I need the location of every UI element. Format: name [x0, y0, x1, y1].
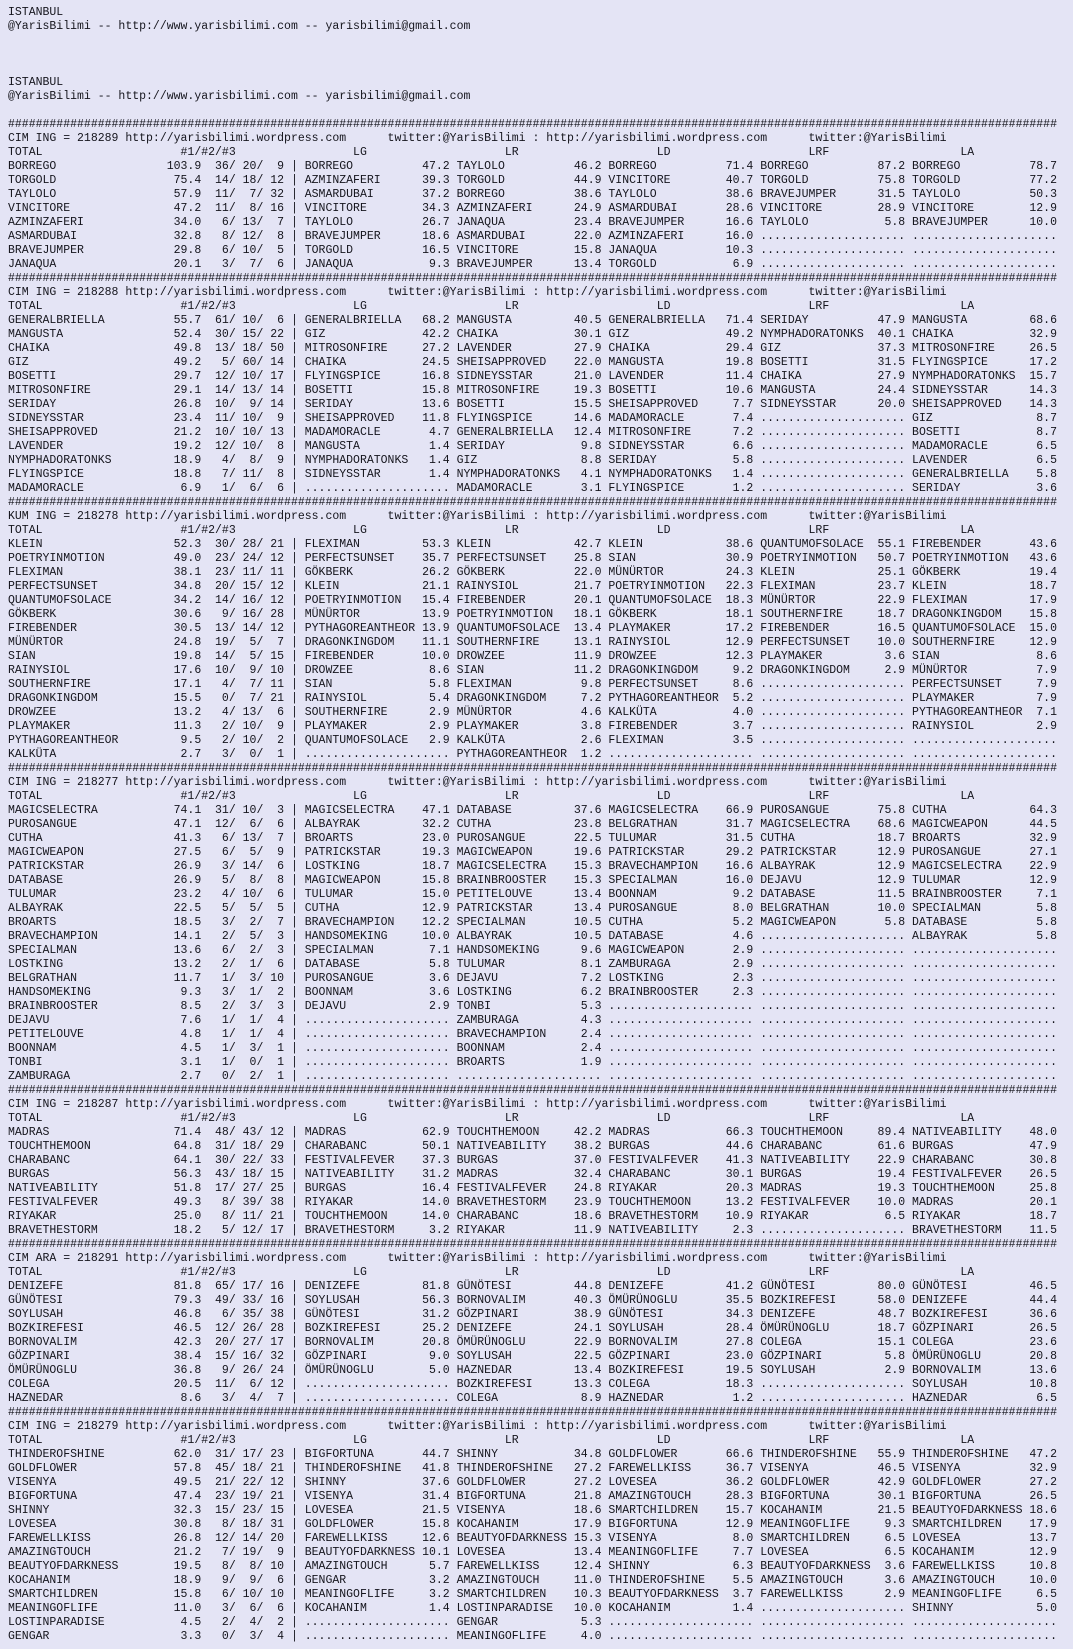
data-row: BOONNAM 4.5 1/ 3/ 1 | ..................... BOONNAM 2.4 ..................... ..................... .....................: [8, 1042, 1057, 1055]
data-row: JANAQUA 20.1 3/ 7/ 6 | JANAQUA 9.3 BRAVEJUMPER 13.4 TORGOLD 6.9 ..................... .....................: [8, 258, 1057, 271]
data-row: BOZKIREFESI 46.5 12/ 26/ 28 | BOZKIREFESI 25.2 DENIZEFE 24.1 SOYLUSAH 28.4 ÖMÜRÜNOGLU 18.7 GÖZPINARI 26.5: [8, 1322, 1057, 1335]
data-row: DATABASE 26.9 5/ 8/ 8 | MAGICWEAPON 15.8 BRAINBROOSTER 15.3 SPECIALMAN 16.0 DEJAVU 12.9 TULUMAR 12.9: [8, 874, 1057, 887]
data-row: BORNOVALIM 42.3 20/ 27/ 17 | BORNOVALIM 20.8 ÖMÜRÜNOGLU 22.9 BORNOVALIM 27.8 COLEGA 15.1 COLEGA 23.6: [8, 1336, 1057, 1349]
data-row: MAGICSELECTRA 74.1 31/ 10/ 3 | MAGICSELECTRA 47.1 DATABASE 37.6 MAGICSELECTRA 66.9 PUROSANGUE 75.8 CUTHA 64.3: [8, 804, 1057, 817]
column-header-line: TOTAL #1/#2/#3 LG LR LD LRF LA: [8, 300, 1057, 313]
data-row: ALBAYRAK 22.5 5/ 5/ 5 | CUTHA 12.9 PATRICKSTAR 13.4 PUROSANGUE 8.0 BELGRATHAN 10.0 SPECIALMAN 5.8: [8, 902, 1057, 915]
column-header-line: TOTAL #1/#2/#3 LG LR LD LRF LA: [8, 1266, 1057, 1279]
data-row: RAINYSIOL 17.6 10/ 9/ 10 | DROWZEE 8.6 SIAN 11.2 DRAGONKINGDOM 9.2 DRAGONKINGDOM 2.9 MÜNÜRTOR 7.9: [8, 664, 1057, 677]
data-row: BELGRATHAN 11.7 1/ 3/ 10 | PUROSANGUE 3.6 DEJAVU 7.2 LOSTKING 2.3 ..................... .....................: [8, 972, 1057, 985]
data-row: SPECIALMAN 13.6 6/ 2/ 3 | SPECIALMAN 7.1 HANDSOMEKING 9.6 MAGICWEAPON 2.9 ..................... .....................: [8, 944, 1057, 957]
data-row: MANGUSTA 52.4 30/ 15/ 22 | GIZ 42.2 CHAIKA 30.1 GIZ 49.2 NYMPHADORATONKS 40.1 CHAIKA 32.9: [8, 328, 1057, 341]
data-row: PETITELOUVE 4.8 1/ 1/ 4 | ..................... BRAVECHAMPION 2.4 ..................... ..................... .....................: [8, 1028, 1057, 1041]
data-row: PYTHAGOREANTHEOR 9.5 2/ 10/ 2 | QUANTUMOFSOLACE 2.9 KALKÜTA 2.6 FLEXIMAN 3.5 ..................... .....................: [8, 734, 1057, 747]
data-row: ÖMÜRÜNOGLU 36.8 9/ 26/ 24 | ÖMÜRÜNOGLU 5.0 HAZNEDAR 13.4 BOZKIREFESI 19.5 SOYLUSAH 2.9 BORNOVALIM 13.6: [8, 1364, 1057, 1377]
section-title: KUM ING = 218278 http://yarisbilimi.wordpress.com twitter:@YarisBilimi : http://yarisbilimi.wordpress.com twitter:@YarisBilimi: [8, 510, 947, 523]
data-row: GÜNÖTESI 79.3 49/ 33/ 16 | SOYLUSAH 56.3 BORNOVALIM 40.3 ÖMÜRÜNOGLU 35.5 BOZKIREFESI 58.0 DENIZEFE 44.4: [8, 1294, 1057, 1307]
data-row: BORREGO 103.9 36/ 20/ 9 | BORREGO 47.2 TAYLOLO 46.2 BORREGO 71.4 BORREGO 87.2 BORREGO 78.7: [8, 160, 1057, 173]
column-header-line: TOTAL #1/#2/#3 LG LR LD LRF LA: [8, 790, 1057, 803]
data-row: MÜNÜRTOR 24.8 19/ 5/ 7 | DRAGONKINGDOM 11.1 SOUTHERNFIRE 13.1 RAINYSIOL 12.9 PERFECTSUNSET 10.0 SOUTHERNFIRE 12.9: [8, 636, 1057, 649]
data-row: COLEGA 20.5 11/ 6/ 12 | ..................... BOZKIREFESI 13.3 COLEGA 18.3 ..................... SOYLUSAH 10.8: [8, 1378, 1057, 1391]
data-row: CUTHA 41.3 6/ 13/ 7 | BROARTS 23.0 PUROSANGUE 22.5 TULUMAR 31.5 CUTHA 18.7 BROARTS 32.9: [8, 832, 1057, 845]
separator-line: ########################################################################################################################################################: [8, 762, 1057, 775]
data-row: GENERALBRIELLA 55.7 61/ 10/ 6 | GENERALBRIELLA 68.2 MANGUSTA 40.5 GENERALBRIELLA 71.4 SERIDAY 47.9 MANGUSTA 68.6: [8, 314, 1057, 327]
data-row: FLYINGSPICE 18.8 7/ 11/ 8 | SIDNEYSSTAR 1.4 NYMPHADORATONKS 4.1 NYMPHADORATONKS 1.4 ..................... GENERALBRIELLA 5.8: [8, 468, 1057, 481]
data-row: SOUTHERNFIRE 17.1 4/ 7/ 11 | SIAN 5.8 FLEXIMAN 9.8 PERFECTSUNSET 8.6 ..................... PERFECTSUNSET 7.9: [8, 678, 1057, 691]
data-row: NYMPHADORATONKS 18.9 4/ 8/ 9 | NYMPHADORATONKS 1.4 GIZ 8.8 SERIDAY 5.8 ..................... LAVENDER 6.5: [8, 454, 1057, 467]
data-row: FESTIVALFEVER 49.3 8/ 39/ 38 | RIYAKAR 14.0 BRAVETHESTORM 23.9 TOUCHTHEMOON 13.2 FESTIVALFEVER 10.0 MADRAS 20.1: [8, 1196, 1057, 1209]
data-row: SHINNY 32.3 15/ 23/ 15 | LOVESEA 21.5 VISENYA 18.6 SMARTCHILDREN 15.7 KOCAHANIM 21.5 BEAUTYOFDARKNESS 18.6: [8, 1504, 1057, 1517]
data-row: KALKÜTA 2.7 3/ 0/ 1 | ..................... PYTHAGOREANTHEOR 1.2 ..................... ..................... .....................: [8, 748, 1057, 761]
data-row: MEANINGOFLIFE 11.0 3/ 6/ 6 | KOCAHANIM 1.4 LOSTINPARADISE 10.0 KOCAHANIM 1.4 ..................... SHINNY 5.0: [8, 1602, 1057, 1615]
blank-line: [8, 48, 1073, 62]
data-row: BIGFORTUNA 47.4 23/ 19/ 21 | VISENYA 31.4 BIGFORTUNA 21.8 AMAZINGTOUCH 28.3 BIGFORTUNA 30.1 BIGFORTUNA 26.5: [8, 1490, 1057, 1503]
data-row: GENGAR 3.3 0/ 3/ 4 | ..................... MEANINGOFLIFE 4.0 ..................... ..................... .....................: [8, 1630, 1057, 1643]
data-row: TONBI 3.1 1/ 0/ 1 | ..................... BROARTS 1.9 ..................... ..................... .....................: [8, 1056, 1057, 1069]
separator-line: ########################################################################################################################################################: [8, 1238, 1057, 1251]
data-row: GOLDFLOWER 57.8 45/ 18/ 21 | THINDEROFSHINE 41.8 THINDEROFSHINE 27.2 FAREWELLKISS 36.7 VISENYA 46.5 VISENYA 32.9: [8, 1462, 1057, 1475]
data-row: NATIVEABILITY 51.8 17/ 27/ 25 | BURGAS 16.4 FESTIVALFEVER 24.8 RIYAKAR 20.3 MADRAS 19.3 TOUCHTHEMOON 25.8: [8, 1182, 1057, 1195]
data-row: VINCITORE 47.2 11/ 8/ 16 | VINCITORE 34.3 AZMINZAFERI 24.9 ASMARDUBAI 28.6 VINCITORE 28.9 VINCITORE 12.9: [8, 202, 1057, 215]
data-row: TULUMAR 23.2 4/ 10/ 6 | TULUMAR 15.0 PETITELOUVE 13.4 BOONNAM 9.2 DATABASE 11.5 BRAINBROOSTER 7.1: [8, 888, 1057, 901]
data-row: FAREWELLKISS 26.8 12/ 14/ 20 | FAREWELLKISS 12.6 BEAUTYOFDARKNESS 15.3 VISENYA 8.0 SMARTCHILDREN 6.5 LOVESEA 13.7: [8, 1532, 1057, 1545]
data-row: BROARTS 18.5 3/ 2/ 7 | BRAVECHAMPION 12.2 SPECIALMAN 10.5 CUTHA 5.2 MAGICWEAPON 5.8 DATABASE 5.8: [8, 916, 1057, 929]
data-row: GÖKBERK 30.6 9/ 16/ 28 | MÜNÜRTOR 13.9 POETRYINMOTION 18.1 GÖKBERK 18.1 SOUTHERNFIRE 18.7 DRAGONKINGDOM 15.8: [8, 608, 1057, 621]
data-row: GIZ 49.2 5/ 60/ 14 | CHAIKA 24.5 SHEISAPPROVED 22.0 MANGUSTA 19.8 BOSETTI 31.5 FLYINGSPICE 17.2: [8, 356, 1057, 369]
preamble-line: @YarisBilimi -- http://www.yarisbilimi.com -- yarisbilimi@gmail.com: [8, 20, 471, 33]
blank-line: [8, 62, 1073, 76]
data-row: DENIZEFE 81.8 65/ 17/ 16 | DENIZEFE 81.8 GÜNÖTESI 44.8 DENIZEFE 41.2 GÜNÖTESI 80.0 GÜNÖTESI 46.5: [8, 1280, 1057, 1293]
preamble-line: @YarisBilimi -- http://www.yarisbilimi.com -- yarisbilimi@gmail.com: [8, 90, 471, 103]
data-row: DRAGONKINGDOM 15.5 0/ 7/ 21 | RAINYSIOL 5.4 DRAGONKINGDOM 7.2 PYTHAGOREANTHEOR 5.2 ..................... PLAYMAKER 7.9: [8, 692, 1057, 705]
data-row: BURGAS 56.3 43/ 18/ 15 | NATIVEABILITY 31.2 MADRAS 32.4 CHARABANC 30.1 BURGAS 19.4 FESTIVALFEVER 26.5: [8, 1168, 1057, 1181]
data-row: QUANTUMOFSOLACE 34.2 14/ 16/ 12 | POETRYINMOTION 15.4 FIREBENDER 20.1 QUANTUMOFSOLACE 18.3 MÜNÜRTOR 22.9 FLEXIMAN 17.9: [8, 594, 1057, 607]
data-row: AMAZINGTOUCH 21.2 7/ 19/ 9 | BEAUTYOFDARKNESS 10.1 LOVESEA 13.4 MEANINGOFLIFE 7.7 LOVESEA 6.5 KOCAHANIM 12.9: [8, 1546, 1057, 1559]
column-header-line: TOTAL #1/#2/#3 LG LR LD LRF LA: [8, 1434, 1057, 1447]
preamble-line: ISTANBUL: [8, 6, 64, 19]
data-row: FIREBENDER 30.5 13/ 14/ 12 | PYTHAGOREANTHEOR 13.9 QUANTUMOFSOLACE 13.4 PLAYMAKER 17.2 FIREBENDER 16.5 QUANTUMOFSOLACE 15.0: [8, 622, 1057, 635]
data-row: MADAMORACLE 6.9 1/ 6/ 6 | ..................... MADAMORACLE 3.1 FLYINGSPICE 1.2 ..................... SERIDAY 3.6: [8, 482, 1057, 495]
data-row: TOUCHTHEMOON 64.8 31/ 18/ 29 | CHARABANC 50.1 NATIVEABILITY 38.2 BURGAS 44.6 CHARABANC 61.6 BURGAS 47.9: [8, 1140, 1057, 1153]
column-header-line: TOTAL #1/#2/#3 LG LR LD LRF LA: [8, 146, 1057, 159]
data-row: GÖZPINARI 38.4 15/ 16/ 32 | GÖZPINARI 9.0 SOYLUSAH 22.5 GÖZPINARI 23.0 GÖZPINARI 5.8 ÖMÜRÜNOGLU 20.8: [8, 1350, 1057, 1363]
data-row: MADRAS 71.4 48/ 43/ 12 | MADRAS 62.9 TOUCHTHEMOON 42.2 MADRAS 66.3 TOUCHTHEMOON 89.4 NATIVEABILITY 48.0: [8, 1126, 1057, 1139]
data-row: SIDNEYSSTAR 23.4 11/ 10/ 9 | SHEISAPPROVED 11.8 FLYINGSPICE 14.6 MADAMORACLE 7.4 ..................... GIZ 8.7: [8, 412, 1057, 425]
data-row: VISENYA 49.5 21/ 22/ 12 | SHINNY 37.6 GOLDFLOWER 27.2 LOVESEA 36.2 GOLDFLOWER 42.9 GOLDFLOWER 27.2: [8, 1476, 1057, 1489]
data-row: ASMARDUBAI 32.8 8/ 12/ 8 | BRAVEJUMPER 18.6 ASMARDUBAI 22.0 AZMINZAFERI 16.0 ..................... .....................: [8, 230, 1057, 243]
section-title: CIM ING = 218289 http://yarisbilimi.wordpress.com twitter:@YarisBilimi : http://yarisbilimi.wordpress.com twitter:@YarisBilimi: [8, 132, 947, 145]
data-row: PERFECTSUNSET 34.8 20/ 15/ 12 | KLEIN 21.1 RAINYSIOL 21.7 POETRYINMOTION 22.3 FLEXIMAN 23.7 KLEIN 18.7: [8, 580, 1057, 593]
data-row: LOVESEA 30.8 8/ 18/ 31 | GOLDFLOWER 15.8 KOCAHANIM 17.9 BIGFORTUNA 12.9 MEANINGOFLIFE 9.3 SMARTCHILDREN 17.9: [8, 1518, 1057, 1531]
separator-line: ########################################################################################################################################################: [8, 118, 1057, 131]
data-row: SOYLUSAH 46.8 6/ 35/ 38 | GÜNÖTESI 31.2 GÖZPINARI 38.9 GÜNÖTESI 34.3 DENIZEFE 48.7 BOZKIREFESI 36.6: [8, 1308, 1057, 1321]
data-row: MITROSONFIRE 29.1 14/ 13/ 14 | BOSETTI 15.8 MITROSONFIRE 19.3 BOSETTI 10.6 MANGUSTA 24.4 SIDNEYSSTAR 14.3: [8, 384, 1057, 397]
data-row: BEAUTYOFDARKNESS 19.5 8/ 8/ 10 | AMAZINGTOUCH 5.7 FAREWELLKISS 12.4 SHINNY 6.3 BEAUTYOFDARKNESS 3.6 FAREWELLKISS 10.8: [8, 1560, 1057, 1573]
data-row: KOCAHANIM 18.9 9/ 9/ 6 | GENGAR 3.2 AMAZINGTOUCH 11.0 THINDEROFSHINE 5.5 AMAZINGTOUCH 3.6 AMAZINGTOUCH 10.0: [8, 1574, 1057, 1587]
data-row: KLEIN 52.3 30/ 28/ 21 | FLEXIMAN 53.3 KLEIN 42.7 KLEIN 38.6 QUANTUMOFSOLACE 55.1 FIREBENDER 43.6: [8, 538, 1057, 551]
data-row: LOSTKING 13.2 2/ 1/ 6 | DATABASE 5.8 TULUMAR 8.1 ZAMBURAGA 2.9 ..................... .....................: [8, 958, 1057, 971]
blank-line: [8, 34, 1073, 48]
data-row: HAZNEDAR 8.6 3/ 4/ 7 | ..................... COLEGA 8.9 HAZNEDAR 1.2 ..................... HAZNEDAR 6.5: [8, 1392, 1057, 1405]
data-row: ZAMBURAGA 2.7 0/ 2/ 1 | ..................... ..................... ..................... ..................... .....................: [8, 1070, 1057, 1083]
section-title: CIM ARA = 218291 http://yarisbilimi.wordpress.com twitter:@YarisBilimi : http://yarisbilimi.wordpress.com twitter:@YarisBilimi: [8, 1252, 947, 1265]
data-row: SIAN 19.8 14/ 5/ 15 | FIREBENDER 10.0 DROWZEE 11.9 DROWZEE 12.3 PLAYMAKER 3.6 SIAN 8.6: [8, 650, 1057, 663]
data-row: THINDEROFSHINE 62.0 31/ 17/ 23 | BIGFORTUNA 44.7 SHINNY 34.8 GOLDFLOWER 66.6 THINDEROFSHINE 55.9 THINDEROFSHINE 47.2: [8, 1448, 1057, 1461]
separator-line: ########################################################################################################################################################: [8, 1406, 1057, 1419]
data-row: PUROSANGUE 47.1 12/ 6/ 6 | ALBAYRAK 32.2 CUTHA 23.8 BELGRATHAN 31.7 MAGICSELECTRA 68.6 MAGICWEAPON 44.5: [8, 818, 1057, 831]
data-row: MAGICWEAPON 27.5 6/ 5/ 9 | PATRICKSTAR 19.3 MAGICWEAPON 19.6 PATRICKSTAR 29.2 PATRICKSTAR 12.9 PUROSANGUE 27.1: [8, 846, 1057, 859]
data-row: TAYLOLO 57.9 11/ 7/ 32 | ASMARDUBAI 37.2 BORREGO 38.6 TAYLOLO 38.6 BRAVEJUMPER 31.5 TAYLOLO 50.3: [8, 188, 1057, 201]
data-row: FLEXIMAN 38.1 23/ 11/ 11 | GÖKBERK 26.2 GÖKBERK 22.0 MÜNÜRTOR 24.3 KLEIN 25.1 GÖKBERK 19.4: [8, 566, 1057, 579]
data-row: PLAYMAKER 11.3 2/ 10/ 9 | PLAYMAKER 2.9 PLAYMAKER 3.8 FIREBENDER 3.7 ..................... RAINYSIOL 2.9: [8, 720, 1057, 733]
data-row: SHEISAPPROVED 21.2 10/ 10/ 13 | MADAMORACLE 4.7 GENERALBRIELLA 12.4 MITROSONFIRE 7.2 ..................... BOSETTI 8.7: [8, 426, 1057, 439]
separator-line: ########################################################################################################################################################: [8, 496, 1057, 509]
data-row: SMARTCHILDREN 15.8 6/ 10/ 10 | MEANINGOFLIFE 3.2 SMARTCHILDREN 10.3 BEAUTYOFDARKNESS 3.7 FAREWELLKISS 2.9 MEANINGOFLIFE 6.5: [8, 1588, 1057, 1601]
data-row: DROWZEE 13.2 4/ 13/ 6 | SOUTHERNFIRE 2.9 MÜNÜRTOR 4.6 KALKÜTA 4.0 ..................... PYTHAGOREANTHEOR 7.1: [8, 706, 1057, 719]
section-title: CIM ING = 218288 http://yarisbilimi.wordpress.com twitter:@YarisBilimi : http://yarisbilimi.wordpress.com twitter:@YarisBilimi: [8, 286, 947, 299]
section-title: CIM ING = 218277 http://yarisbilimi.wordpress.com twitter:@YarisBilimi : http://yarisbilimi.wordpress.com twitter:@YarisBilimi: [8, 776, 947, 789]
data-row: BRAVECHAMPION 14.1 2/ 5/ 3 | HANDSOMEKING 10.0 ALBAYRAK 10.5 DATABASE 4.6 ..................... ALBAYRAK 5.8: [8, 930, 1057, 943]
data-row: BOSETTI 29.7 12/ 10/ 17 | FLYINGSPICE 16.8 SIDNEYSSTAR 21.0 LAVENDER 11.4 CHAIKA 27.9 NYMPHADORATONKS 15.7: [8, 370, 1057, 383]
column-header-line: TOTAL #1/#2/#3 LG LR LD LRF LA: [8, 1112, 1057, 1125]
data-row: DEJAVU 7.6 1/ 1/ 4 | ..................... ZAMBURAGA 4.3 ..................... ..................... .....................: [8, 1014, 1057, 1027]
data-row: BRAVETHESTORM 18.2 5/ 12/ 17 | BRAVETHESTORM 3.2 RIYAKAR 11.9 NATIVEABILITY 2.3 ..................... BRAVETHESTORM 11.5: [8, 1224, 1057, 1237]
separator-line: ########################################################################################################################################################: [8, 272, 1057, 285]
data-row: PATRICKSTAR 26.9 3/ 14/ 6 | LOSTKING 18.7 MAGICSELECTRA 15.3 BRAVECHAMPION 16.6 ALBAYRAK 12.9 MAGICSELECTRA 22.9: [8, 860, 1057, 873]
data-row: AZMINZAFERI 34.0 6/ 13/ 7 | TAYLOLO 26.7 JANAQUA 23.4 BRAVEJUMPER 16.6 TAYLOLO 5.8 BRAVEJUMPER 10.0: [8, 216, 1057, 229]
data-row: BRAINBROOSTER 8.5 2/ 3/ 3 | DEJAVU 2.9 TONBI 5.3 ..................... ..................... .....................: [8, 1000, 1057, 1013]
data-row: CHARABANC 64.1 30/ 22/ 33 | FESTIVALFEVER 37.3 BURGAS 37.0 FESTIVALFEVER 41.3 NATIVEABILITY 22.9 CHARABANC 30.8: [8, 1154, 1057, 1167]
data-row: CHAIKA 49.8 13/ 18/ 50 | MITROSONFIRE 27.2 LAVENDER 27.9 CHAIKA 29.4 GIZ 37.3 MITROSONFIRE 26.5: [8, 342, 1057, 355]
column-header-line: TOTAL #1/#2/#3 LG LR LD LRF LA: [8, 524, 1057, 537]
separator-line: ########################################################################################################################################################: [8, 1084, 1057, 1097]
section-title: CIM ING = 218287 http://yarisbilimi.wordpress.com twitter:@YarisBilimi : http://yarisbilimi.wordpress.com twitter:@YarisBilimi: [8, 1098, 947, 1111]
preamble-line: ISTANBUL: [8, 76, 64, 89]
section-title: CIM ING = 218279 http://yarisbilimi.wordpress.com twitter:@YarisBilimi : http://yarisbilimi.wordpress.com twitter:@YarisBilimi: [8, 1420, 947, 1433]
data-row: HANDSOMEKING 9.3 3/ 1/ 2 | BOONNAM 3.6 LOSTKING 6.2 BRAINBROOSTER 2.3 ..................... .....................: [8, 986, 1057, 999]
data-row: SERIDAY 26.8 10/ 9/ 14 | SERIDAY 13.6 BOSETTI 15.5 SHEISAPPROVED 7.7 SIDNEYSSTAR 20.0 SHEISAPPROVED 14.3: [8, 398, 1057, 411]
data-row: RIYAKAR 25.0 8/ 11/ 21 | TOUCHTHEMOON 14.0 CHARABANC 18.6 BRAVETHESTORM 10.9 RIYAKAR 6.5 RIYAKAR 18.7: [8, 1210, 1057, 1223]
data-row: TORGOLD 75.4 14/ 18/ 12 | AZMINZAFERI 39.3 TORGOLD 44.9 VINCITORE 40.7 TORGOLD 75.8 TORGOLD 77.2: [8, 174, 1057, 187]
data-row: LOSTINPARADISE 4.5 2/ 4/ 2 | ..................... GENGAR 5.3 ..................... ..................... .....................: [8, 1616, 1057, 1629]
data-row: LAVENDER 19.2 12/ 10/ 8 | MANGUSTA 1.4 SERIDAY 9.8 SIDNEYSSTAR 6.6 ..................... MADAMORACLE 6.5: [8, 440, 1057, 453]
data-row: POETRYINMOTION 49.0 23/ 24/ 12 | PERFECTSUNSET 35.7 PERFECTSUNSET 25.8 SIAN 30.9 POETRYINMOTION 50.7 POETRYINMOTION 43.6: [8, 552, 1057, 565]
data-row: BRAVEJUMPER 29.8 6/ 10/ 5 | TORGOLD 16.5 VINCITORE 15.8 JANAQUA 10.3 ..................... .....................: [8, 244, 1057, 257]
blank-line: [8, 104, 1073, 118]
